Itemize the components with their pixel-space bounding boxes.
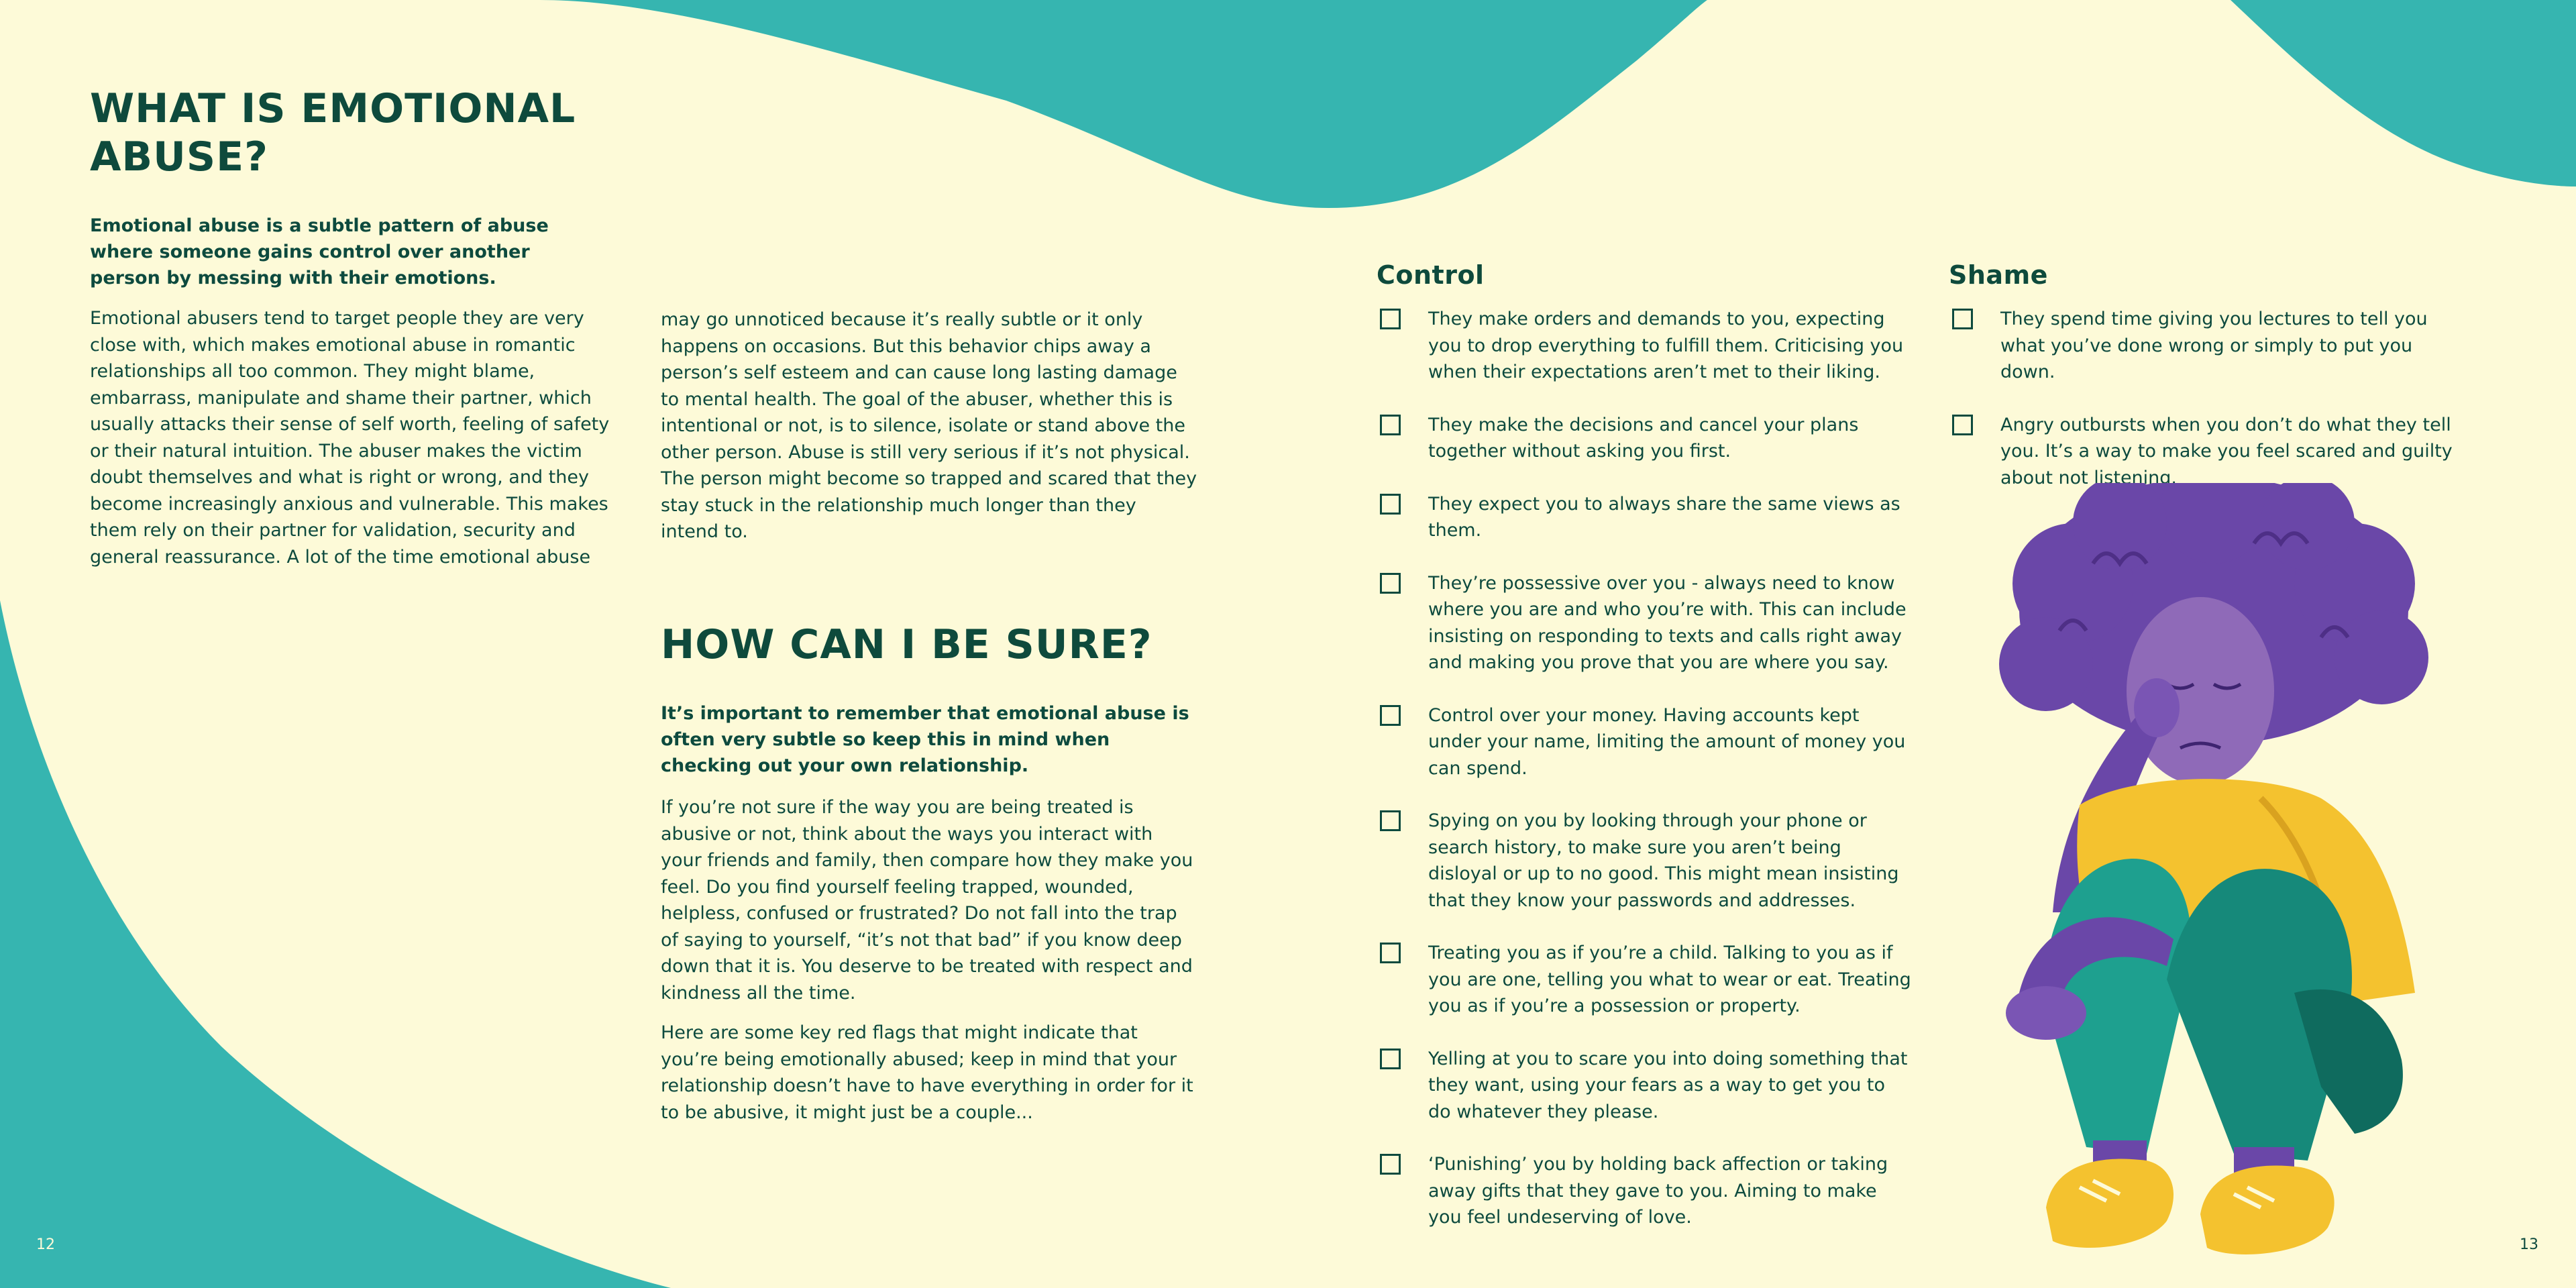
checkbox[interactable] bbox=[1380, 705, 1401, 726]
checkbox[interactable] bbox=[1380, 1154, 1401, 1175]
control-item bbox=[1377, 412, 1913, 465]
checkbox[interactable] bbox=[1380, 943, 1401, 963]
control-item bbox=[1377, 808, 1913, 914]
right-shoe-shape bbox=[2200, 1166, 2334, 1254]
checkbox[interactable] bbox=[1380, 309, 1401, 329]
control-item-text: They make orders and demands to you, expecting you to drop everything to fulfill them. Criticising you when their expectations aren’t met to their liking. bbox=[1428, 309, 1904, 382]
top-right-wave bbox=[2231, 0, 2576, 186]
control-item bbox=[1377, 491, 1913, 544]
page-title: WHAT IS EMOTIONAL ABUSE? bbox=[90, 85, 576, 180]
shame-item bbox=[1949, 306, 2459, 386]
body-column-2: may go unnoticed because it’s really subtle or it only happens on occasions. But this behavior chips away a person’s self esteem and can cause long lasting damage to mental health. The goal of the abuser, whether this is intentional or not, is to silence, isolate or stand above the other person. Abuse is still very serious if it’s not physical. The person might become so trapped and scared that they stay stuck in the relationship much longer than they intend to. bbox=[661, 309, 1197, 542]
control-item-text: They’re possessive over you - always need to know where you are and who you’re with. This can include insisting on responding to texts and calls right away and making you prove that you are where you say. bbox=[1428, 572, 1907, 673]
bottom-left-wave bbox=[0, 600, 671, 1288]
checkbox[interactable] bbox=[1380, 415, 1401, 435]
shame-item bbox=[1949, 412, 2459, 492]
left-shoe-shape bbox=[2046, 1159, 2174, 1248]
section-title-how-can-i-be-sure: HOW CAN I BE SURE? bbox=[661, 621, 1152, 668]
intro-lead: Emotional abuse is a subtle pattern of abuse where someone gains control over another person by messing with their emotions. bbox=[90, 215, 549, 288]
checkbox[interactable] bbox=[1380, 494, 1401, 515]
control-item-text: Spying on you by looking through your phone or search history, to make sure you aren’t being disloyal or up to no good. This might mean insisting that they know your passwords and addresses. bbox=[1428, 810, 1899, 911]
control-item bbox=[1377, 306, 1913, 386]
checkbox[interactable] bbox=[1952, 309, 1973, 329]
body-column-1: Emotional abusers tend to target people they are very close with, which makes emotional abuse in romantic relationships all too common. They might blame, embarrass, manipulate and shame their partner, which usually attacks their sense of self worth, feeling of safety or their natural intuition. The abuser makes the victim doubt themselves and what is right or wrong, and they become increasingly anxious and vulnerable. This makes them rely on their partner for validation, security and general reassurance. A lot of the time emotional abuse bbox=[90, 308, 610, 568]
control-item bbox=[1377, 1046, 1913, 1126]
section2-paragraph-1: If you’re not sure if the way you are being treated is abusive or not, think about the ways you interact with your friends and family, then compare how they make you feel. Do you find yourself feeling trapped, wounded, helpless, confused or frustrated? Do not fall into the trap of saying to yourself, “it’s not that bad” if you know deep down that it is. You deserve to be treated with respect and kindness all the time. bbox=[661, 797, 1193, 1004]
section2-lead: It’s important to remember that emotional abuse is often very subtle so keep this in mind when checking out your own relationship. bbox=[661, 703, 1189, 776]
shame-item-text: They spend time giving you lectures to tell you what you’ve done wrong or simply to put you down. bbox=[2000, 309, 2428, 382]
shame-heading: Shame bbox=[1949, 260, 2048, 290]
control-item bbox=[1377, 570, 1913, 676]
control-item bbox=[1377, 940, 1913, 1020]
control-heading: Control bbox=[1377, 260, 1485, 290]
page-number-right: 13 bbox=[2520, 1236, 2538, 1253]
shame-item-text: Angry outbursts when you don’t do what they tell you. It’s a way to make you feel scared and guilty about not listening. bbox=[2000, 414, 2453, 488]
control-checklist bbox=[1377, 306, 1913, 1257]
control-item-text: Treating you as if you’re a child. Talking to you as if you are one, telling you what to wear or eat. Treating you as if you’re a possession or property. bbox=[1428, 943, 1911, 1016]
control-item-text: They expect you to always share the same views as them. bbox=[1428, 493, 1900, 541]
page-number-left: 12 bbox=[36, 1236, 55, 1253]
checkbox[interactable] bbox=[1380, 1049, 1401, 1069]
control-item bbox=[1377, 702, 1913, 782]
control-item-text: ‘Punishing’ you by holding back affection or taking away gifts that they gave to you. Aiming to make you feel undeserving of love. bbox=[1428, 1154, 1888, 1228]
checkbox[interactable] bbox=[1952, 415, 1973, 435]
checkbox[interactable] bbox=[1380, 573, 1401, 594]
control-item-text: Yelling at you to scare you into doing something that they want, using your fears as a way to get you to do whatever they please. bbox=[1428, 1048, 1908, 1122]
control-item bbox=[1377, 1151, 1913, 1231]
sad-woman-illustration bbox=[1945, 483, 2482, 1275]
checkbox[interactable] bbox=[1380, 810, 1401, 831]
control-item-text: They make the decisions and cancel your plans together without asking you first. bbox=[1428, 414, 1859, 462]
control-item-text: Control over your money. Having accounts kept under your name, limiting the amount of money you can spend. bbox=[1428, 704, 1906, 779]
section2-paragraph-2: Here are some key red flags that might indicate that you’re being emotionally abused; keep in mind that your relationship doesn’t have to have everything in order for it to be abusive, it might just be a couple... bbox=[661, 1022, 1193, 1123]
top-center-wave bbox=[540, 0, 1707, 208]
